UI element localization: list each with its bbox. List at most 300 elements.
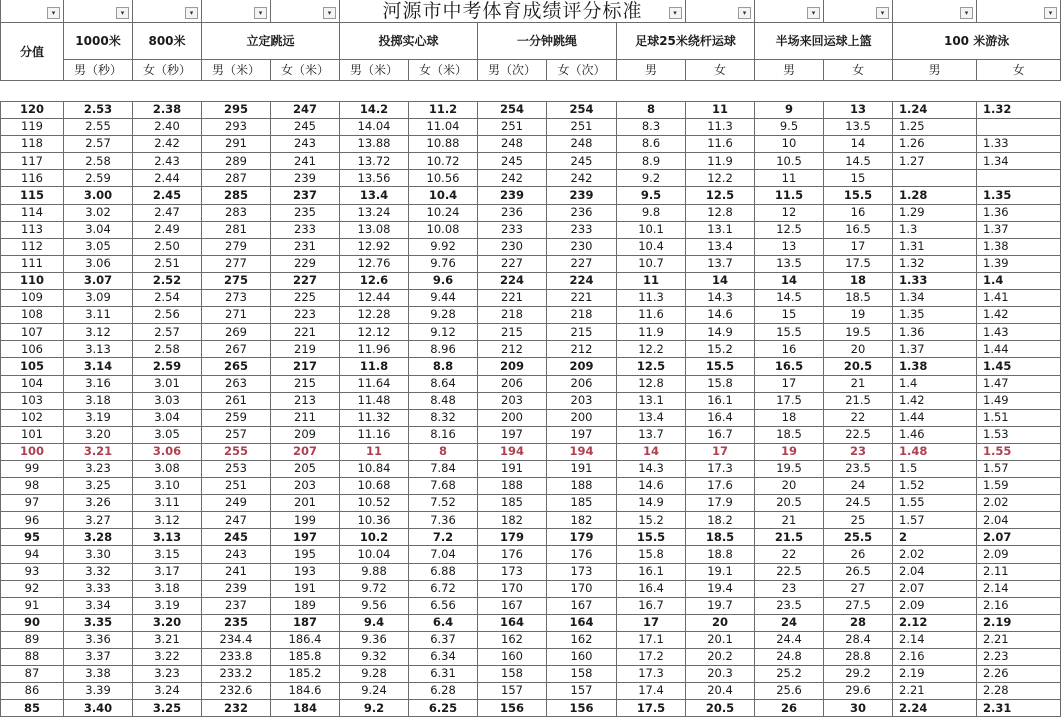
value-cell[interactable]: 1.35 (977, 187, 1061, 204)
value-cell[interactable]: 13.7 (617, 426, 686, 443)
value-cell[interactable]: 291 (202, 136, 271, 153)
value-cell[interactable]: 15.5 (755, 324, 824, 341)
value-cell[interactable]: 29.2 (824, 666, 893, 683)
value-cell[interactable]: 162 (547, 631, 617, 648)
value-cell[interactable]: 18.8 (686, 546, 755, 563)
value-cell[interactable]: 1.26 (893, 136, 977, 153)
value-cell[interactable]: 15.5 (617, 529, 686, 546)
value-cell[interactable]: 1.27 (893, 153, 977, 170)
value-cell[interactable]: 9.12 (409, 324, 478, 341)
value-cell[interactable]: 2.57 (133, 324, 202, 341)
value-cell[interactable]: 3.10 (133, 478, 202, 495)
value-cell[interactable]: 3.18 (133, 580, 202, 597)
value-cell[interactable]: 15.8 (686, 375, 755, 392)
value-cell[interactable]: 2.56 (133, 307, 202, 324)
value-cell[interactable]: 239 (202, 580, 271, 597)
value-cell[interactable]: 14.6 (617, 478, 686, 495)
value-cell[interactable]: 16.5 (755, 358, 824, 375)
gender-unit-header[interactable]: 女（秒） (133, 60, 202, 81)
value-cell[interactable]: 164 (478, 614, 547, 631)
value-cell[interactable]: 7.04 (409, 546, 478, 563)
value-cell[interactable]: 14 (755, 272, 824, 289)
value-cell[interactable]: 245 (271, 119, 340, 136)
value-cell[interactable]: 14.3 (617, 460, 686, 477)
value-cell[interactable]: 2.12 (893, 614, 977, 631)
value-cell[interactable]: 2.31 (977, 700, 1061, 717)
value-cell[interactable]: 1.32 (977, 102, 1061, 119)
value-cell[interactable]: 158 (478, 666, 547, 683)
value-cell[interactable]: 2.59 (64, 170, 133, 187)
value-cell[interactable]: 16.7 (617, 597, 686, 614)
score-cell[interactable]: 114 (1, 204, 64, 221)
value-cell[interactable]: 8 (617, 102, 686, 119)
value-cell[interactable]: 218 (478, 307, 547, 324)
value-cell[interactable]: 164 (547, 614, 617, 631)
gender-unit-header[interactable]: 男 (617, 60, 686, 81)
value-cell[interactable]: 16.5 (824, 221, 893, 238)
value-cell[interactable]: 2.11 (977, 563, 1061, 580)
value-cell[interactable]: 257 (202, 426, 271, 443)
value-cell[interactable]: 16.1 (617, 563, 686, 580)
value-cell[interactable]: 167 (547, 597, 617, 614)
value-cell[interactable]: 1.45 (977, 358, 1061, 375)
value-cell[interactable]: 8 (409, 443, 478, 460)
value-cell[interactable]: 1.32 (893, 255, 977, 272)
value-cell[interactable]: 11 (755, 170, 824, 187)
value-cell[interactable]: 3.22 (133, 649, 202, 666)
score-cell[interactable]: 91 (1, 597, 64, 614)
filter-dropdown-icon[interactable]: ▾ (323, 7, 336, 19)
score-cell[interactable]: 118 (1, 136, 64, 153)
value-cell[interactable]: 20.5 (824, 358, 893, 375)
value-cell[interactable]: 285 (202, 187, 271, 204)
value-cell[interactable] (977, 170, 1061, 187)
value-cell[interactable]: 7.84 (409, 460, 478, 477)
value-cell[interactable]: 267 (202, 341, 271, 358)
value-cell[interactable]: 241 (271, 153, 340, 170)
value-cell[interactable]: 295 (202, 102, 271, 119)
value-cell[interactable]: 188 (547, 478, 617, 495)
value-cell[interactable]: 10.4 (409, 187, 478, 204)
value-cell[interactable]: 203 (271, 478, 340, 495)
value-cell[interactable]: 3.28 (64, 529, 133, 546)
value-cell[interactable]: 273 (202, 290, 271, 307)
value-cell[interactable]: 254 (547, 102, 617, 119)
filter-dropdown-icon[interactable]: ▾ (185, 7, 198, 19)
event-header[interactable]: 一分钟跳绳 (478, 23, 617, 60)
value-cell[interactable]: 6.72 (409, 580, 478, 597)
value-cell[interactable]: 9.5 (617, 187, 686, 204)
score-cell[interactable]: 95 (1, 529, 64, 546)
value-cell[interactable]: 10.2 (340, 529, 409, 546)
value-cell[interactable]: 3.01 (133, 375, 202, 392)
value-cell[interactable]: 19 (824, 307, 893, 324)
value-cell[interactable]: 8.6 (617, 136, 686, 153)
value-cell[interactable]: 1.42 (977, 307, 1061, 324)
value-cell[interactable]: 11.9 (617, 324, 686, 341)
value-cell[interactable]: 2.47 (133, 204, 202, 221)
value-cell[interactable]: 234.4 (202, 631, 271, 648)
value-cell[interactable]: 11.5 (755, 187, 824, 204)
value-cell[interactable]: 3.33 (64, 580, 133, 597)
value-cell[interactable]: 15.2 (617, 512, 686, 529)
value-cell[interactable]: 218 (547, 307, 617, 324)
value-cell[interactable]: 242 (547, 170, 617, 187)
value-cell[interactable]: 27.5 (824, 597, 893, 614)
value-cell[interactable]: 1.59 (977, 478, 1061, 495)
value-cell[interactable]: 3.11 (64, 307, 133, 324)
value-cell[interactable]: 15.5 (824, 187, 893, 204)
value-cell[interactable]: 11.96 (340, 341, 409, 358)
event-header[interactable]: 投掷实心球 (340, 23, 478, 60)
value-cell[interactable]: 230 (478, 238, 547, 255)
value-cell[interactable]: 9.24 (340, 683, 409, 700)
filter-dropdown-icon[interactable]: ▾ (807, 7, 820, 19)
value-cell[interactable]: 1.24 (893, 102, 977, 119)
value-cell[interactable]: 6.4 (409, 614, 478, 631)
value-cell[interactable]: 251 (202, 478, 271, 495)
value-cell[interactable]: 259 (202, 409, 271, 426)
value-cell[interactable]: 3.13 (64, 341, 133, 358)
value-cell[interactable]: 3.04 (133, 409, 202, 426)
value-cell[interactable]: 193 (271, 563, 340, 580)
value-cell[interactable]: 187 (271, 614, 340, 631)
value-cell[interactable]: 6.37 (409, 631, 478, 648)
value-cell[interactable]: 18 (824, 272, 893, 289)
value-cell[interactable]: 287 (202, 170, 271, 187)
value-cell[interactable]: 191 (271, 580, 340, 597)
value-cell[interactable]: 224 (478, 272, 547, 289)
value-cell[interactable]: 9 (755, 102, 824, 119)
value-cell[interactable]: 15 (755, 307, 824, 324)
value-cell[interactable]: 242 (478, 170, 547, 187)
value-cell[interactable]: 1.36 (893, 324, 977, 341)
value-cell[interactable]: 9.28 (409, 307, 478, 324)
value-cell[interactable]: 12 (755, 204, 824, 221)
value-cell[interactable]: 20 (686, 614, 755, 631)
value-cell[interactable]: 2.52 (133, 272, 202, 289)
value-cell[interactable]: 6.56 (409, 597, 478, 614)
score-cell[interactable]: 102 (1, 409, 64, 426)
value-cell[interactable]: 9.2 (340, 700, 409, 717)
score-cell[interactable]: 107 (1, 324, 64, 341)
value-cell[interactable]: 8.16 (409, 426, 478, 443)
value-cell[interactable]: 293 (202, 119, 271, 136)
value-cell[interactable]: 185.8 (271, 649, 340, 666)
event-header[interactable]: 800米 (133, 23, 202, 60)
value-cell[interactable]: 16.7 (686, 426, 755, 443)
value-cell[interactable]: 11.3 (617, 290, 686, 307)
value-cell[interactable]: 3.13 (133, 529, 202, 546)
value-cell[interactable]: 235 (202, 614, 271, 631)
value-cell[interactable]: 232.6 (202, 683, 271, 700)
value-cell[interactable]: 237 (271, 187, 340, 204)
value-cell[interactable]: 1.38 (893, 358, 977, 375)
score-cell[interactable]: 103 (1, 392, 64, 409)
value-cell[interactable]: 13.7 (686, 255, 755, 272)
score-cell[interactable]: 86 (1, 683, 64, 700)
value-cell[interactable]: 1.37 (893, 341, 977, 358)
value-cell[interactable]: 10.68 (340, 478, 409, 495)
value-cell[interactable]: 18.5 (755, 426, 824, 443)
value-cell[interactable]: 17 (755, 375, 824, 392)
value-cell[interactable]: 176 (478, 546, 547, 563)
value-cell[interactable]: 10.4 (617, 238, 686, 255)
value-cell[interactable]: 12.8 (617, 375, 686, 392)
value-cell[interactable]: 14.9 (686, 324, 755, 341)
value-cell[interactable]: 18.5 (824, 290, 893, 307)
value-cell[interactable]: 1.42 (893, 392, 977, 409)
score-cell[interactable]: 100 (1, 443, 64, 460)
value-cell[interactable]: 9.8 (617, 204, 686, 221)
value-cell[interactable]: 2.14 (977, 580, 1061, 597)
value-cell[interactable]: 28 (824, 614, 893, 631)
filter-dropdown-icon[interactable]: ▾ (116, 7, 129, 19)
value-cell[interactable]: 277 (202, 255, 271, 272)
value-cell[interactable]: 27 (824, 580, 893, 597)
gender-unit-header[interactable]: 女 (686, 60, 755, 81)
value-cell[interactable]: 1.46 (893, 426, 977, 443)
value-cell[interactable]: 2.07 (977, 529, 1061, 546)
value-cell[interactable]: 8.96 (409, 341, 478, 358)
value-cell[interactable]: 1.43 (977, 324, 1061, 341)
value-cell[interactable]: 10.88 (409, 136, 478, 153)
value-cell[interactable]: 3.05 (64, 238, 133, 255)
value-cell[interactable]: 2.04 (977, 512, 1061, 529)
value-cell[interactable]: 227 (271, 272, 340, 289)
value-cell[interactable]: 3.12 (64, 324, 133, 341)
value-cell[interactable]: 13.1 (617, 392, 686, 409)
value-cell[interactable]: 265 (202, 358, 271, 375)
value-cell[interactable]: 14 (824, 136, 893, 153)
value-cell[interactable]: 2.40 (133, 119, 202, 136)
filter-dropdown-icon[interactable]: ▾ (1044, 7, 1057, 19)
value-cell[interactable]: 13.88 (340, 136, 409, 153)
value-cell[interactable]: 3.26 (64, 495, 133, 512)
value-cell[interactable]: 10.56 (409, 170, 478, 187)
value-cell[interactable]: 23.5 (824, 460, 893, 477)
value-cell[interactable]: 25.5 (824, 529, 893, 546)
value-cell[interactable]: 13.4 (686, 238, 755, 255)
gender-unit-header[interactable]: 女（米） (271, 60, 340, 81)
value-cell[interactable]: 233 (478, 221, 547, 238)
value-cell[interactable]: 248 (478, 136, 547, 153)
value-cell[interactable]: 3.35 (64, 614, 133, 631)
value-cell[interactable]: 245 (478, 153, 547, 170)
score-cell[interactable]: 110 (1, 272, 64, 289)
score-cell[interactable]: 105 (1, 358, 64, 375)
value-cell[interactable]: 254 (478, 102, 547, 119)
value-cell[interactable]: 3.02 (64, 204, 133, 221)
value-cell[interactable]: 11.04 (409, 119, 478, 136)
value-cell[interactable]: 9.56 (340, 597, 409, 614)
value-cell[interactable]: 8.3 (617, 119, 686, 136)
value-cell[interactable]: 9.5 (755, 119, 824, 136)
value-cell[interactable]: 13.4 (617, 409, 686, 426)
value-cell[interactable]: 22 (824, 409, 893, 426)
value-cell[interactable]: 275 (202, 272, 271, 289)
value-cell[interactable]: 17.5 (617, 700, 686, 717)
value-cell[interactable]: 17.5 (755, 392, 824, 409)
value-cell[interactable]: 271 (202, 307, 271, 324)
value-cell[interactable]: 17.5 (824, 255, 893, 272)
value-cell[interactable]: 263 (202, 375, 271, 392)
filter-dropdown-icon[interactable]: ▾ (876, 7, 889, 19)
value-cell[interactable]: 1.53 (977, 426, 1061, 443)
value-cell[interactable]: 12.12 (340, 324, 409, 341)
value-cell[interactable]: 1.57 (977, 460, 1061, 477)
value-cell[interactable]: 8.9 (617, 153, 686, 170)
value-cell[interactable]: 10.5 (755, 153, 824, 170)
score-cell[interactable]: 98 (1, 478, 64, 495)
value-cell[interactable]: 17.3 (617, 666, 686, 683)
value-cell[interactable]: 23 (824, 443, 893, 460)
value-cell[interactable]: 170 (547, 580, 617, 597)
gender-unit-header[interactable]: 男 (755, 60, 824, 81)
value-cell[interactable]: 3.27 (64, 512, 133, 529)
value-cell[interactable]: 156 (547, 700, 617, 717)
value-cell[interactable]: 11.48 (340, 392, 409, 409)
value-cell[interactable]: 15.2 (686, 341, 755, 358)
gender-unit-header[interactable]: 女 (977, 60, 1061, 81)
score-cell[interactable]: 116 (1, 170, 64, 187)
value-cell[interactable]: 12.5 (617, 358, 686, 375)
score-cell[interactable]: 120 (1, 102, 64, 119)
value-cell[interactable]: 19.4 (686, 580, 755, 597)
gender-unit-header[interactable]: 女 (824, 60, 893, 81)
gender-unit-header[interactable]: 男（米） (340, 60, 409, 81)
value-cell[interactable]: 8.48 (409, 392, 478, 409)
value-cell[interactable]: 1.4 (977, 272, 1061, 289)
value-cell[interactable]: 1.48 (893, 443, 977, 460)
value-cell[interactable]: 3.19 (64, 409, 133, 426)
value-cell[interactable]: 16.1 (686, 392, 755, 409)
value-cell[interactable]: 1.51 (977, 409, 1061, 426)
value-cell[interactable]: 191 (478, 460, 547, 477)
value-cell[interactable]: 10.72 (409, 153, 478, 170)
value-cell[interactable]: 236 (547, 204, 617, 221)
value-cell[interactable]: 2.02 (977, 495, 1061, 512)
value-cell[interactable]: 195 (271, 546, 340, 563)
value-cell[interactable]: 215 (478, 324, 547, 341)
value-cell[interactable]: 24.5 (824, 495, 893, 512)
value-cell[interactable]: 3.09 (64, 290, 133, 307)
score-cell[interactable]: 89 (1, 631, 64, 648)
value-cell[interactable]: 1.44 (893, 409, 977, 426)
value-cell[interactable]: 12.28 (340, 307, 409, 324)
score-cell[interactable]: 111 (1, 255, 64, 272)
value-cell[interactable]: 3.40 (64, 700, 133, 717)
value-cell[interactable]: 17.1 (617, 631, 686, 648)
value-cell[interactable]: 13.5 (824, 119, 893, 136)
score-cell[interactable]: 90 (1, 614, 64, 631)
value-cell[interactable]: 9.2 (617, 170, 686, 187)
value-cell[interactable]: 255 (202, 443, 271, 460)
value-cell[interactable]: 2.49 (133, 221, 202, 238)
value-cell[interactable]: 1.35 (893, 307, 977, 324)
value-cell[interactable]: 25.2 (755, 666, 824, 683)
value-cell[interactable]: 2.53 (64, 102, 133, 119)
value-cell[interactable]: 2.38 (133, 102, 202, 119)
value-cell[interactable]: 217 (271, 358, 340, 375)
value-cell[interactable]: 13.24 (340, 204, 409, 221)
value-cell[interactable]: 209 (271, 426, 340, 443)
value-cell[interactable]: 12.6 (340, 272, 409, 289)
value-cell[interactable]: 2.19 (893, 666, 977, 683)
value-cell[interactable]: 3.03 (133, 392, 202, 409)
value-cell[interactable]: 21.5 (755, 529, 824, 546)
value-cell[interactable]: 19.5 (824, 324, 893, 341)
value-cell[interactable]: 237 (202, 597, 271, 614)
value-cell[interactable]: 1.47 (977, 375, 1061, 392)
value-cell[interactable]: 17 (686, 443, 755, 460)
value-cell[interactable]: 1.28 (893, 187, 977, 204)
value-cell[interactable]: 176 (547, 546, 617, 563)
value-cell[interactable]: 6.31 (409, 666, 478, 683)
value-cell[interactable]: 10.08 (409, 221, 478, 238)
value-cell[interactable]: 199 (271, 512, 340, 529)
value-cell[interactable]: 10.52 (340, 495, 409, 512)
value-cell[interactable]: 8.64 (409, 375, 478, 392)
value-cell[interactable]: 1.37 (977, 221, 1061, 238)
value-cell[interactable]: 20.4 (686, 683, 755, 700)
value-cell[interactable]: 18.5 (686, 529, 755, 546)
value-cell[interactable]: 22.5 (824, 426, 893, 443)
value-cell[interactable]: 7.68 (409, 478, 478, 495)
value-cell[interactable]: 19.5 (755, 460, 824, 477)
value-cell[interactable]: 19 (755, 443, 824, 460)
value-cell[interactable]: 1.55 (977, 443, 1061, 460)
value-cell[interactable] (977, 119, 1061, 136)
value-cell[interactable]: 17 (617, 614, 686, 631)
value-cell[interactable]: 22.5 (755, 563, 824, 580)
value-cell[interactable]: 6.88 (409, 563, 478, 580)
value-cell[interactable]: 13.1 (686, 221, 755, 238)
value-cell[interactable]: 3.25 (64, 478, 133, 495)
value-cell[interactable]: 1.49 (977, 392, 1061, 409)
value-cell[interactable]: 3.17 (133, 563, 202, 580)
value-cell[interactable]: 2.26 (977, 666, 1061, 683)
value-cell[interactable]: 1.41 (977, 290, 1061, 307)
value-cell[interactable]: 2.44 (133, 170, 202, 187)
value-cell[interactable]: 209 (547, 358, 617, 375)
value-cell[interactable]: 2.54 (133, 290, 202, 307)
gender-unit-header[interactable]: 女（米） (409, 60, 478, 81)
score-cell[interactable]: 109 (1, 290, 64, 307)
value-cell[interactable]: 157 (547, 683, 617, 700)
value-cell[interactable]: 28.4 (824, 631, 893, 648)
value-cell[interactable]: 213 (271, 392, 340, 409)
value-cell[interactable]: 215 (271, 375, 340, 392)
score-column-header[interactable]: 分值 (1, 23, 64, 81)
value-cell[interactable]: 170 (478, 580, 547, 597)
value-cell[interactable]: 3.23 (133, 666, 202, 683)
score-cell[interactable]: 104 (1, 375, 64, 392)
value-cell[interactable]: 248 (547, 136, 617, 153)
value-cell[interactable]: 9.32 (340, 649, 409, 666)
value-cell[interactable]: 6.25 (409, 700, 478, 717)
value-cell[interactable]: 3.39 (64, 683, 133, 700)
value-cell[interactable]: 7.2 (409, 529, 478, 546)
value-cell[interactable]: 251 (478, 119, 547, 136)
value-cell[interactable]: 11.3 (686, 119, 755, 136)
value-cell[interactable]: 215 (547, 324, 617, 341)
value-cell[interactable]: 207 (271, 443, 340, 460)
value-cell[interactable]: 241 (202, 563, 271, 580)
value-cell[interactable]: 21 (755, 512, 824, 529)
value-cell[interactable]: 10 (755, 136, 824, 153)
value-cell[interactable]: 7.36 (409, 512, 478, 529)
